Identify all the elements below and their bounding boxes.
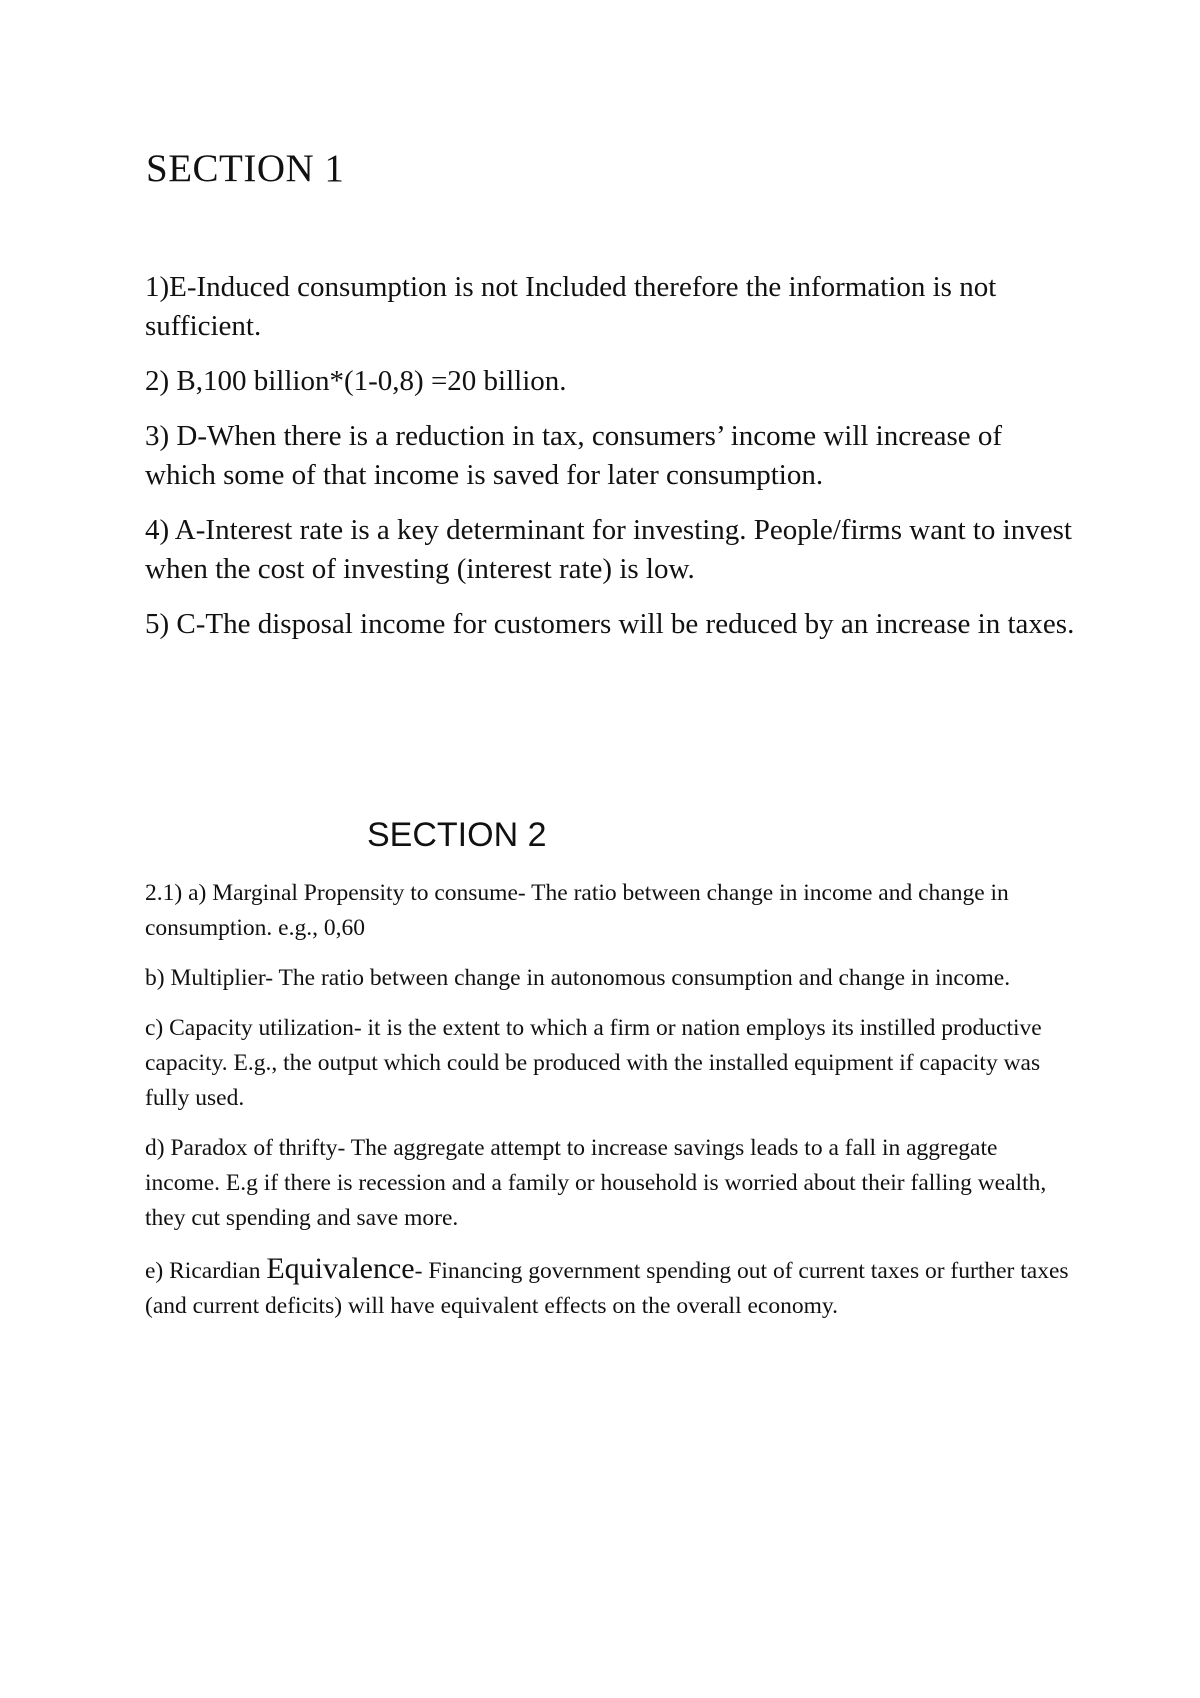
definition-d: d) Paradox of thrifty- The aggregate attempt to increase savings leads to a fall in aggregate income. E.g if there is recession and a family or household is worried about their falling wealth, they cut spending and save more. [145,1135,1047,1231]
answer-5: 5) C-The disposal income for customers will be reduced by an increase in taxes. [145,608,1075,640]
definition-e-term: Equivalence [266,1252,415,1285]
section-2-heading: SECTION 2 [367,816,547,854]
definition-e-prefix: e) Ricardian [145,1258,267,1284]
definition-e [145,1251,1075,1324]
answer-3: 3) D-When there is a reduction in tax, consumers’ income will increase of which some of that income is saved for later consumption. [145,420,1003,491]
section-1-heading: SECTION 1 [146,147,345,190]
answer-1: 1)E-Induced consumption is not Included therefore the information is not sufficient. [145,271,997,342]
definition-b: b) Multiplier- The ratio between change in autonomous consumption and change in income. [145,965,1011,991]
section-1-answers [145,268,1075,660]
definition-e-text: - Financing government spending out of current taxes or further taxes (and current deficits) will have equivalent effects on the overall economy. [145,1258,1069,1319]
answer-2: 2) B,100 billion*(1-0,8) =20 billion. [145,365,567,397]
definition-c: c) Capacity utilization- it is the extent to which a firm or nation employs its instilled productive capacity. E.g., the output which could be produced with the installed equipment if capacity was fully used. [145,1015,1042,1111]
answer-4: 4) A-Interest rate is a key determinant for investing. People/firms want to invest when the cost of investing (interest rate) is low. [145,514,1072,585]
definition-a: 2.1) a) Marginal Propensity to consume- The ratio between change in income and change in consumption. e.g., 0,60 [145,880,1009,941]
section-2-definitions [145,876,1075,1339]
